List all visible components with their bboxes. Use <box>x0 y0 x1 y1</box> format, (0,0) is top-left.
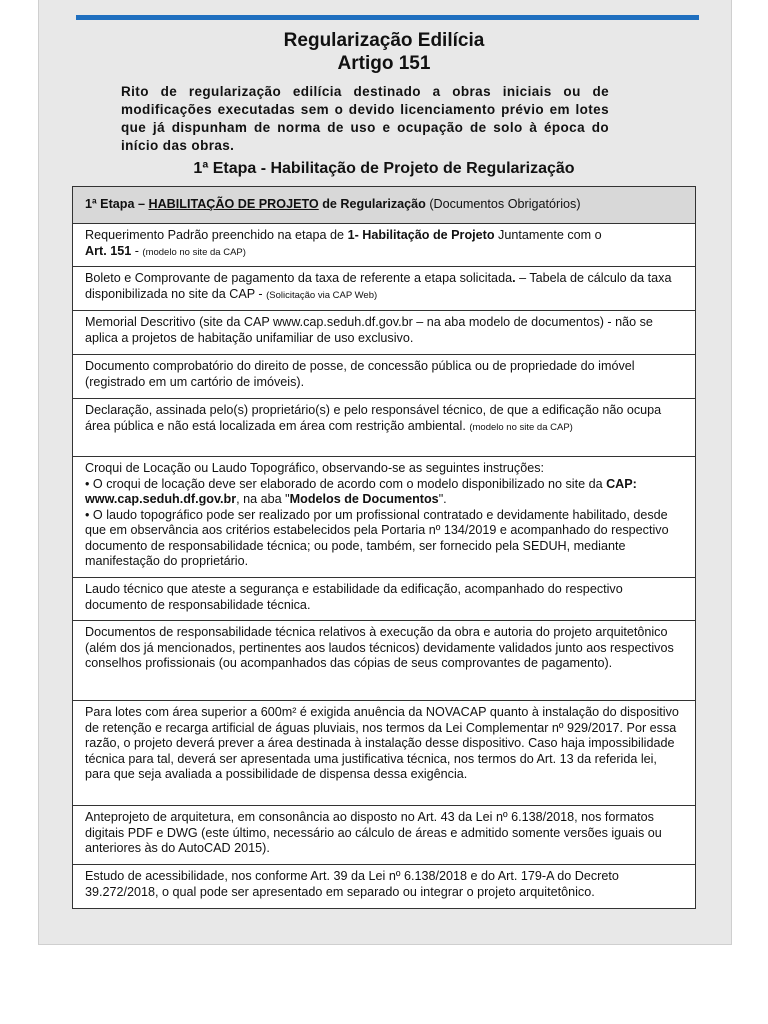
table-row: Documentos de responsabilidade técnica relativos à execução da obra e autoria do projeto arquitetônico (além dos já mencionados, pertinentes aos laudos técnicos) devidamente validados junto aos respectivos conselhos profissionais (ou acompanhados das cópias de seus comprovantes de pagamento). <box>73 621 695 701</box>
row-bullet: • O laudo topográfico pode ser realizado por um profissional contratado e devidamente habilitado, desde que em observância aos critérios estabelecidos pela Portaria nº 134/2019 e acompanhado do respectivo documento de responsabilidade técnica; ou pode, também, ser fornecido pela SEDUH, mediante manifestação do proprietário. <box>85 507 669 568</box>
row-text: Croqui de Locação ou Laudo Topográfico, observando-se as seguintes instruções: <box>85 461 545 475</box>
row-text: - <box>131 243 143 258</box>
top-accent-bar <box>76 15 699 20</box>
row-bold: . <box>512 271 516 285</box>
table-header-row <box>73 187 695 224</box>
header-suffix: de Regularização <box>318 197 426 211</box>
row-text: Boleto e Comprovante de pagamento da taxa de referente a etapa solicitada <box>85 271 513 285</box>
table-row: Laudo técnico que ateste a segurança e estabilidade da edificação, acompanhado do respectivo documento de responsabilidade técnica. <box>73 578 695 621</box>
row-bold: 1- Habilitação de Projeto <box>347 228 495 242</box>
row-bold: Art. 151 <box>85 243 132 258</box>
row-note: (modelo no site da CAP) <box>469 421 573 433</box>
document-title: Regularização Edilícia <box>283 30 485 51</box>
row-note: (modelo no site da CAP) <box>142 246 246 258</box>
row-text: • O croqui de locação deve ser elaborado de acordo com o modelo disponibilizado no site da <box>85 476 607 491</box>
requirements-table <box>72 186 696 909</box>
header-prefix: 1ª Etapa – <box>85 197 149 211</box>
table-row: Memorial Descritivo (site da CAP www.cap.seduh.df.gov.br – na aba modelo de documentos) - não se aplica a projetos de habitação unifamiliar de uso exclusivo. <box>73 311 695 355</box>
intro-paragraph: Rito de regularização edilícia destinado a obras iniciais ou de modificações executadas sem o devido licenciamento prévio em lotes que já dispunham de norma de uso e ocupação de solo à época do início das obras. <box>121 84 609 153</box>
row-text: , na aba " <box>236 492 290 506</box>
table-row: Para lotes com área superior a 600m² é exigida anuência da NOVACAP quanto à instalação do dispositivo de retenção e recarga artificial de águas pluviais, nos termos da Lei Complementar nº 929/2017. Por essa razão, o projeto deverá prever a área destinada à instalação desse dispositivo. Caso haja impossibilidade técnica para tal, deverá ser apresentada uma justificativa técnica, nos termos do Art. 13 da referida lei, para que seja avaliada a possibilidade de dispensa dessa exigência. <box>73 701 695 806</box>
row-note: (Solicitação via CAP Web) <box>266 289 378 301</box>
row-text: Juntamente com o <box>494 228 602 242</box>
row-text: ". <box>438 492 447 506</box>
header-note: (Documentos Obrigatórios) <box>425 197 581 211</box>
table-row <box>73 457 695 578</box>
table-row: Estudo de acessibilidade, nos conforme Art. 39 da Lei nº 6.138/2018 e do Art. 179-A do Decreto 39.272/2018, o qual pode ser apresentado em separado ou integrar o projeto arquitetônico. <box>85 869 619 899</box>
document-subtitle: Artigo 151 <box>337 53 431 74</box>
table-row <box>73 224 695 267</box>
section-title: 1ª Etapa - Habilitação de Projeto de Regularização <box>193 160 575 177</box>
row-text: Requerimento Padrão preenchido na etapa de <box>85 228 348 242</box>
row-bullet <box>85 477 683 508</box>
row-text: Declaração, assinada pelo(s) proprietário(s) e pelo responsável técnico, de que a edificação não ocupa área pública e não está localizada em área com restrição ambiental. <box>85 403 662 433</box>
header-underlined: HABILITAÇÃO DE PROJETO <box>148 197 319 211</box>
table-row <box>73 267 695 311</box>
table-row: Documento comprobatório do direito de posse, de concessão pública ou de propriedade do imóvel (registrado em um cartório de imóveis). <box>73 355 695 399</box>
row-text: – Tabela de cálculo da taxa disponibilizada no site da CAP - <box>85 271 672 301</box>
row-bold: Modelos de Documentos <box>289 492 439 506</box>
table-row <box>73 399 695 457</box>
row-bold: CAP: www.cap.seduh.df.gov.br <box>85 476 637 506</box>
table-row: Anteprojeto de arquitetura, em consonância ao disposto no Art. 43 da Lei nº 6.138/2018, nos formatos digitais PDF e DWG (este último, necessário ao cálculo de áreas e admitido somente versões iguais ou anteriores às do AutoCAD 2015). <box>73 806 695 865</box>
